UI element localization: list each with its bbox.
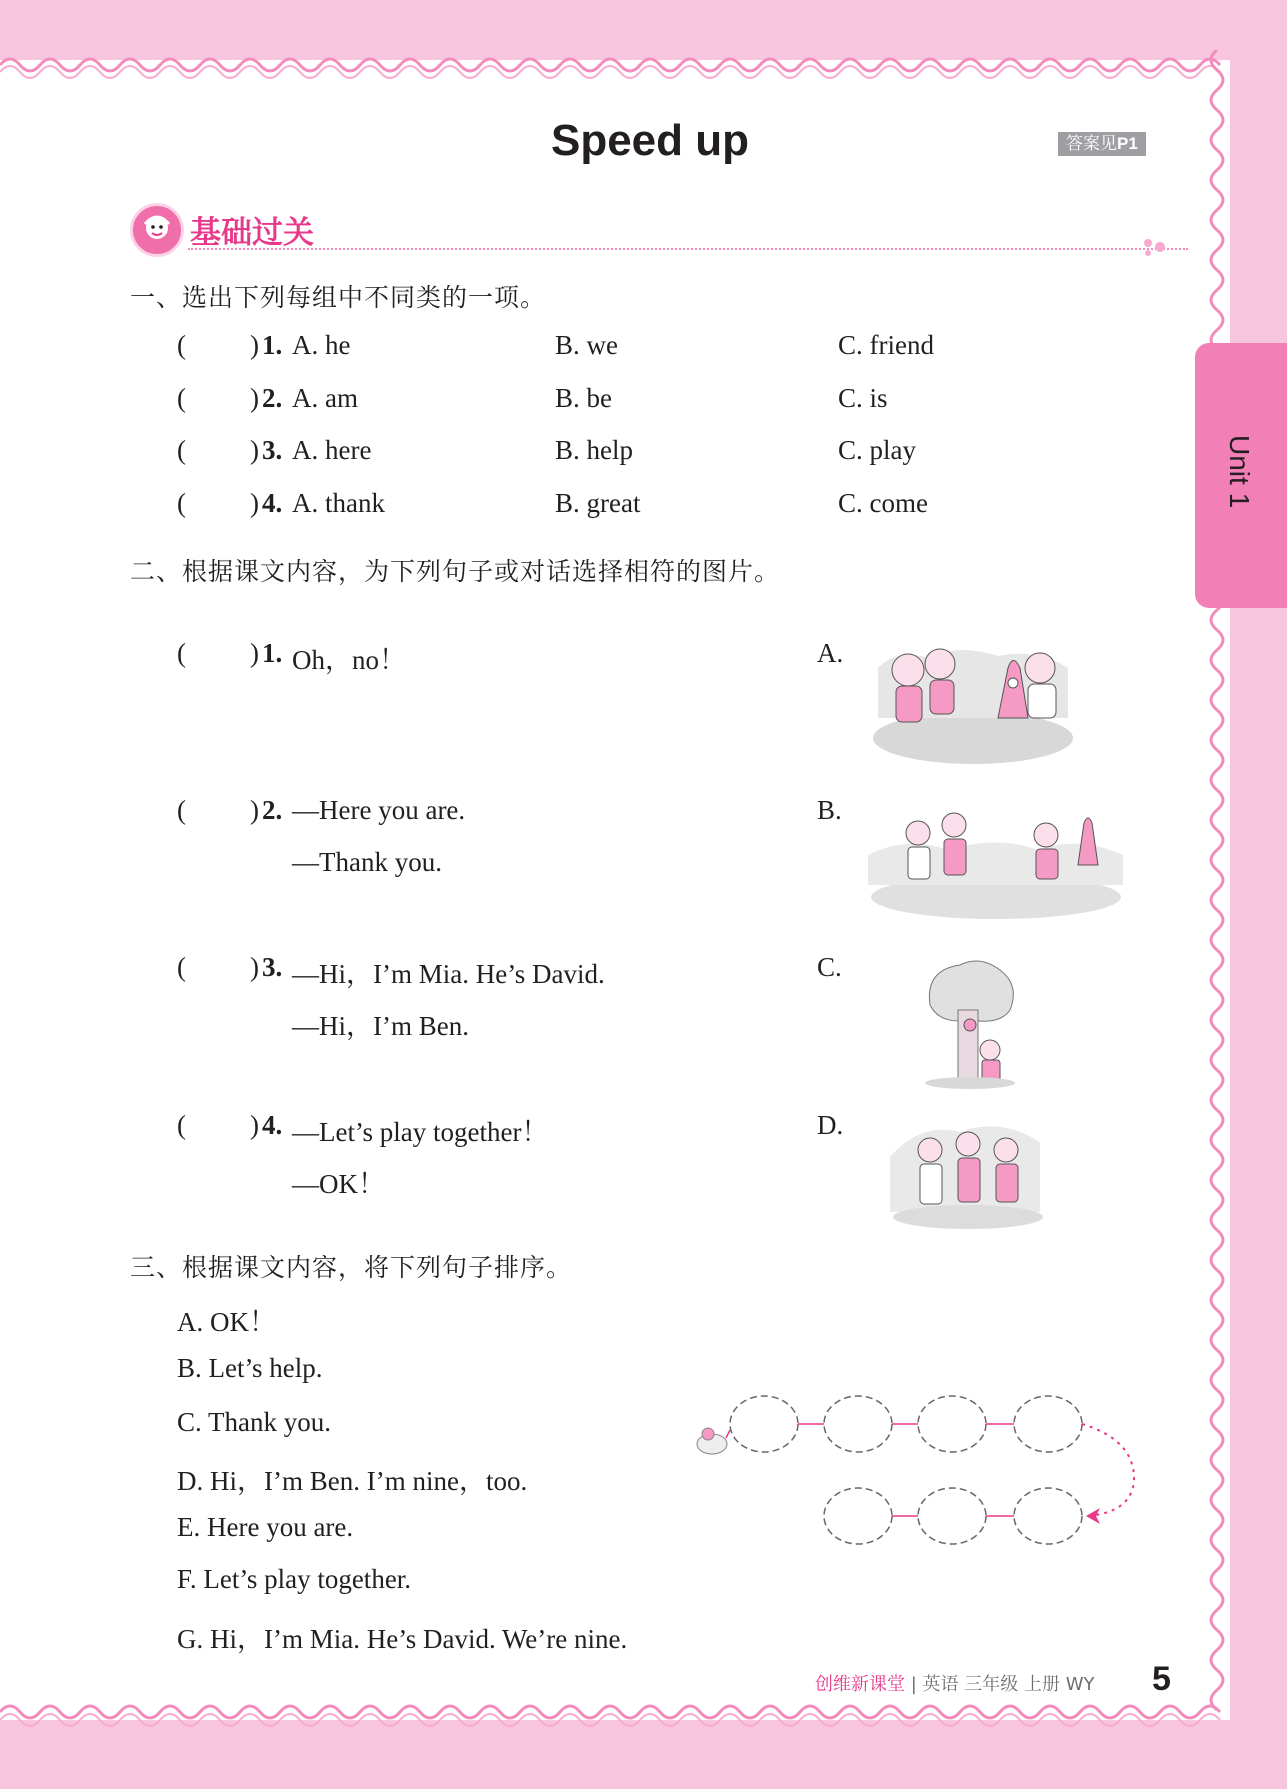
sentence-c: C. Thank you. [177,1407,331,1437]
page-title: Speed up [550,116,750,165]
answer-paren-open: ( [177,383,186,413]
question-number: 1. [262,330,283,360]
part2-heading: 二、根据课文内容，为下列句子或对话选择相符的图片。 [130,557,781,586]
unit-tab-label: Unit 1 [1224,435,1255,509]
dialogue-line: —Hi，I’m Ben. [292,1011,469,1041]
unit-side-tab [1195,343,1287,608]
answer-oval-5[interactable] [824,1488,892,1544]
page-number: 5 [1152,1660,1171,1698]
picture-label: A. [817,638,844,668]
question-number: 2. [262,383,283,413]
sentence-a: A. OK！ [177,1307,276,1337]
answer-oval-4[interactable] [1014,1396,1082,1452]
option-a: A. he [292,330,351,360]
question-number: 4. [262,1110,283,1140]
footer-info [815,1670,1095,1696]
ordering-answer-chain [690,1390,1150,1550]
picture-b-illustration [868,805,1123,925]
answer-oval-2[interactable] [824,1396,892,1452]
dialogue-line: —OK！ [292,1169,385,1199]
sentence-f: F. Let’s play together. [177,1564,412,1594]
sentence-d: D. Hi，I’m Ben. I’m nine，too. [177,1466,528,1496]
picture-a-illustration [868,628,1078,768]
answer-ref-page: P1 [1117,134,1138,153]
picture-c-illustration [920,955,1020,1090]
part3-heading: 三、根据课文内容，将下列句子排序。 [130,1253,573,1282]
option-a: A. here [292,435,372,465]
answer-oval-1[interactable] [730,1396,798,1452]
answer-oval-3[interactable] [918,1396,986,1452]
question-number: 4. [262,488,283,518]
dialogue-line: —Thank you. [292,847,442,877]
picture-label: D. [817,1110,844,1140]
student-avatar-icon [130,203,184,257]
question-number: 1. [262,638,283,668]
answer-paren-open: ( [177,488,186,518]
picture-label: B. [817,795,842,825]
wavy-border-right [1205,50,1235,1730]
option-c: C. come [838,488,928,518]
section-header [128,203,1168,253]
answer-paren-close: ) [250,435,259,465]
option-a: A. thank [292,488,385,518]
footer-subject: 英语 [922,1674,959,1695]
footer-brand: 创维新课堂 [815,1674,905,1695]
option-c: C. friend [838,330,934,360]
footer-edition: WY [1065,1674,1095,1695]
answer-paren-open: ( [177,1110,186,1140]
answer-oval-6[interactable] [918,1488,986,1544]
picture-label: C. [817,952,842,982]
answer-reference-badge [1058,132,1146,156]
wavy-border-bottom [0,1700,1240,1730]
option-b: B. help [555,435,633,465]
decor-dots-icon [1142,237,1172,257]
footer-volume: 上册 [1024,1674,1061,1695]
section-title: 基础过关 [190,215,314,251]
section-divider [188,248,1188,250]
dialogue-line: —Hi，I’m Mia. He’s David. [292,959,605,989]
dialogue-line: —Here you are. [292,795,466,825]
answer-paren-close: ) [250,488,259,518]
answer-paren-close: ) [250,1110,259,1140]
answer-paren-close: ) [250,383,259,413]
option-c: C. play [838,435,916,465]
sentence-b: B. Let’s help. [177,1353,323,1383]
answer-ref-prefix: 答案见 [1066,134,1117,154]
option-c: C. is [838,383,888,413]
answer-oval-7[interactable] [1014,1488,1082,1544]
answer-paren-open: ( [177,638,186,668]
answer-paren-close: ) [250,952,259,982]
curve-arrow-path [1082,1424,1134,1516]
option-b: B. great [555,488,641,518]
dialogue-line: Oh，no！ [292,645,406,675]
answer-paren-open: ( [177,952,186,982]
answer-paren-open: ( [177,435,186,465]
sentence-e: E. Here you are. [177,1512,354,1542]
picture-d-illustration [890,1112,1045,1232]
wavy-border-top [0,50,1240,80]
answer-paren-close: ) [250,638,259,668]
sentence-g: G. Hi，I’m Mia. He’s David. We’re nine. [177,1624,628,1654]
answer-paren-open: ( [177,330,186,360]
start-rocket-icon [697,1428,727,1454]
question-number: 3. [262,952,283,982]
part1-heading: 一、选出下列每组中不同类的一项。 [130,283,547,312]
option-b: B. we [555,330,618,360]
question-number: 3. [262,435,283,465]
footer-grade: 三年级 [964,1674,1019,1695]
option-b: B. be [555,383,612,413]
dialogue-line: —Let’s play together！ [292,1117,549,1147]
answer-paren-close: ) [250,330,259,360]
answer-paren-open: ( [177,795,186,825]
answer-paren-close: ) [250,795,259,825]
question-number: 2. [262,795,283,825]
footer-separator: | [910,1674,917,1695]
arrow-head-icon [1086,1508,1100,1524]
option-a: A. am [292,383,358,413]
